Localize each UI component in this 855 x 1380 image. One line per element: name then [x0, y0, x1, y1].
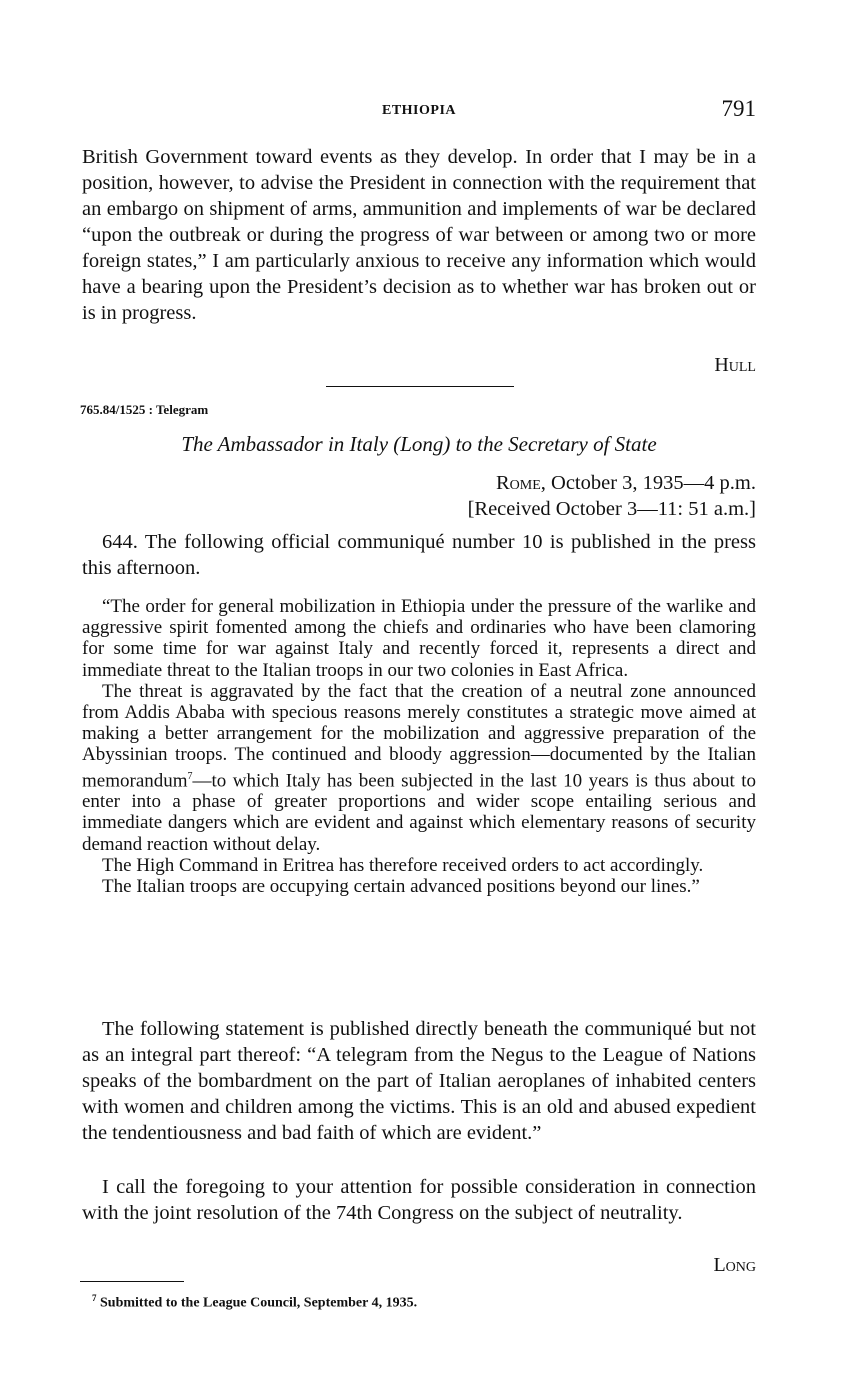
dateline-place: Rome — [495, 472, 541, 494]
signature-hull: Hull — [714, 354, 756, 376]
communique-quote — [82, 596, 756, 897]
dateline-date: , October 3, 1935—4 p.m. — [540, 472, 756, 494]
closing-paragraph: I call the foregoing to your attention for possible consideration in connection with the joint resolution of the 74th Congress on the subject of neutrality. — [82, 1176, 756, 1224]
page-header — [82, 96, 756, 128]
quote-paragraph-2b: —to which Italy has been subjected in the last 10 years is thus about to enter into a phase of greater proportions and wider scope entailing serious and immediate dangers which are evident and against which elementary reasons of security demand reaction without delay. — [82, 769, 756, 855]
footnote-reference: 7 — [187, 770, 193, 782]
dateline — [496, 472, 756, 495]
quote-paragraph-1: “The order for general mobilization in Ethiopia under the pressure of the warlike and aggressive spirit fomented among the chiefs and ordinaries who have been clamoring for some time for war against Italy and recently forced it, represents a direct and immediate threat to the Italian troops in our two colonies in East Africa. — [82, 596, 756, 681]
running-head: ETHIOPIA — [381, 103, 456, 118]
top-paragraph: British Government toward events as they develop. In order that I may be in a position, however, to advise the President in connection with the requirement that an embargo on shipment of arms, ammunition and implements of war be declared “upon the outbreak or during the progress of war between or among two or more foreign states,” I am particularly anxious to receive any information which would have a bearing upon the President’s decision as to whether war has broken out or is in progress. — [82, 146, 756, 324]
statement-paragraph: The following statement is published directly beneath the communiqué but not as an integral part thereof: “A telegram from the Negus to the League of Nations speaks of the bombardment on the part of Italian aeroplanes of inhabited centers with women and children among the victims. This is an old and abused expedient the tendentiousness and bad faith of which are evident.” — [82, 1018, 756, 1144]
document-title: The Ambassador in Italy (Long) to the Secretary of State — [181, 432, 657, 456]
footnote-divider — [80, 1281, 184, 1282]
quote-paragraph-2 — [82, 681, 756, 855]
footnote-mark: 7 — [92, 1293, 97, 1303]
section-divider — [326, 386, 514, 387]
signature-long: Long — [713, 1254, 756, 1276]
opening-block — [82, 529, 756, 581]
footnote-text: Submitted to the League Council, September 4, 1935. — [100, 1295, 418, 1311]
top-paragraph-block — [82, 144, 756, 326]
page-number: 791 — [721, 96, 756, 121]
opening-paragraph: 644. The following official communiqué number 10 is published in the press this afternoon. — [82, 531, 756, 579]
statement-block — [82, 1016, 756, 1146]
received-line: [Received October 3—11: 51 a.m.] — [467, 498, 756, 520]
quote-paragraph-3: The High Command in Eritrea has therefore received orders to act accordingly. — [102, 854, 704, 876]
quote-paragraph-4: The Italian troops are occupying certain advanced positions beyond our lines.” — [102, 875, 700, 897]
footnote — [92, 1293, 417, 1312]
quote-paragraph-2a: The threat is aggravated by the fact that the creation of a neutral zone announced from Addis Ababa with specious reasons merely constitutes a strategic move aimed at making a better arrangement for the mobilization and aggressive preparation of the Abyssinian troops. The continued and bloody aggression—documented by the Italian memorandum — [82, 680, 756, 791]
closing-block — [82, 1174, 756, 1226]
document-file-id: 765.84/1525 : Telegram — [80, 402, 209, 417]
